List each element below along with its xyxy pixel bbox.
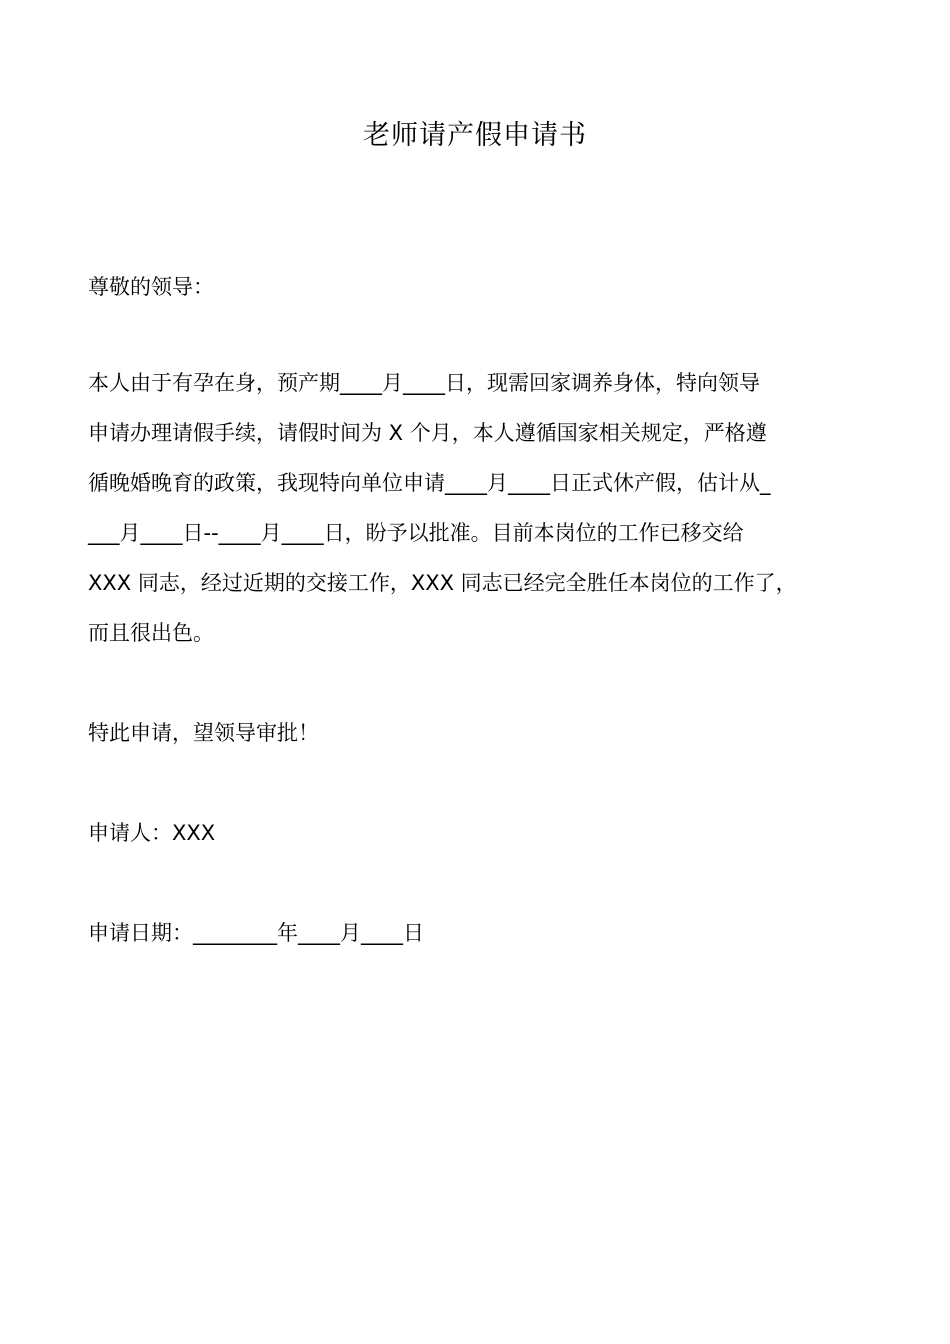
body-line: 申请办理请假手续，请假时间为 X 个月，本人遵循国家相关规定，严格遵	[88, 421, 767, 445]
closing-line: 特此申请，望领导审批！	[88, 721, 319, 745]
body-line: XXX 同志，经过近期的交接工作，XXX 同志已经完全胜任本岗位的工作了，	[88, 571, 797, 595]
applicant-line: 申请人：XXX	[88, 821, 216, 845]
document-title: 老师请产假申请书	[363, 120, 587, 151]
body-line: 而且很出色。	[88, 621, 214, 645]
salutation: 尊敬的领导：	[88, 275, 214, 299]
body-line: 本人由于有孕在身，预产期____月____日，现需回家调养身体，特向领导	[88, 371, 760, 395]
body-line: 循晚婚晚育的政策，我现特向单位申请____月____日正式休产假，估计从_	[88, 471, 771, 495]
application-date-line: 申请日期：________年____月____日	[88, 921, 424, 945]
body-paragraph	[88, 358, 888, 658]
body-line: ___月____日--____月____日，盼予以批准。目前本岗位的工作已移交给	[88, 521, 744, 545]
